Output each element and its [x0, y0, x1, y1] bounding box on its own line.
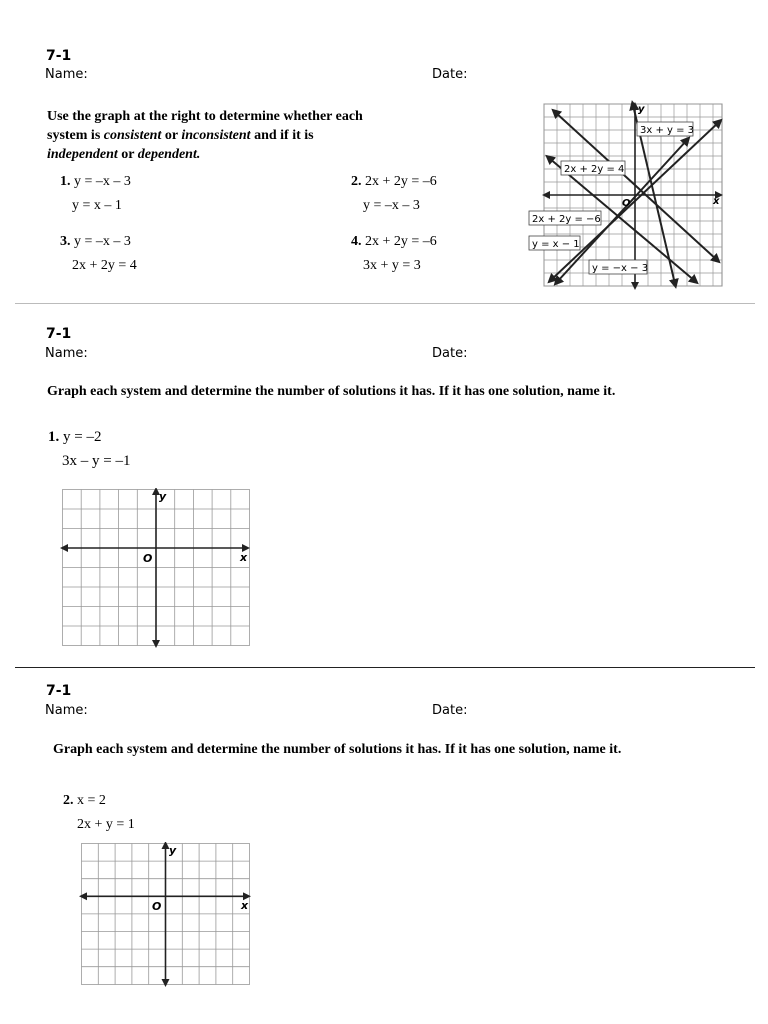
- axis-label-x: x: [241, 899, 249, 912]
- section-3-number: 7-1: [46, 683, 72, 699]
- line-label-y-eq-x-minus-1: y = x − 1: [532, 239, 580, 250]
- section-3-problem-2: [63, 789, 135, 837]
- problem-2: [351, 170, 437, 218]
- line-label-2x-plus-2y-eq-neg-6: 2x + 2y = −6: [532, 214, 601, 225]
- instr-italic-inconsistent: inconsistent: [181, 128, 251, 143]
- reference-graph: [527, 100, 727, 290]
- answer-graph-2[interactable]: [79, 842, 252, 987]
- section-1-instructions: [47, 107, 447, 164]
- section-3-date-label: Date:: [432, 703, 468, 718]
- equation: y = –x – 3: [74, 174, 131, 189]
- section-2-instructions: Graph each system and determine the number of solutions it has. If it has one solution, name it.: [47, 384, 616, 399]
- problem-number: 2.: [351, 174, 362, 189]
- instructions-line-1: Use the graph at the right to determine whether each: [47, 109, 363, 124]
- section-1-name-label: Name:: [45, 67, 88, 82]
- axis-label-y: y: [169, 844, 177, 857]
- instr-italic-consistent: consistent: [103, 128, 162, 143]
- instr-text: system is: [47, 128, 104, 143]
- instr-italic-dependent: dependent.: [137, 147, 201, 162]
- equation: 3x – y = –1: [62, 453, 131, 469]
- section-2-date-label: Date:: [432, 346, 468, 361]
- axis-label-x: x: [713, 196, 720, 207]
- instructions-line-2: [47, 126, 447, 145]
- section-divider: [15, 303, 755, 304]
- equation: y = –x – 3: [74, 234, 131, 249]
- section-divider: [15, 667, 755, 668]
- equation: y = x – 1: [72, 198, 122, 213]
- problem-number: 2.: [63, 793, 74, 808]
- instr-text: or: [117, 147, 138, 162]
- line-label-2x-plus-2y-eq-4: 2x + 2y = 4: [564, 164, 625, 175]
- equation: y = –2: [63, 429, 102, 445]
- equation: 2x + 2y = 4: [72, 258, 137, 273]
- problem-1: [60, 170, 131, 218]
- section-1-date-label: Date:: [432, 67, 468, 82]
- equation: x = 2: [77, 793, 106, 808]
- problem-number: 4.: [351, 234, 362, 249]
- problem-number: 3.: [60, 234, 71, 249]
- problem-number: 1.: [48, 429, 60, 445]
- equation: 2x + 2y = –6: [365, 234, 437, 249]
- equation: 3x + y = 3: [363, 258, 421, 273]
- origin-label: O: [143, 552, 153, 565]
- section-2-number: 7-1: [46, 326, 72, 342]
- equation: y = –x – 3: [363, 198, 420, 213]
- section-2-name-label: Name:: [45, 346, 88, 361]
- section-3-name-label: Name:: [45, 703, 88, 718]
- equation: 2x + 2y = –6: [365, 174, 437, 189]
- line-label-y-eq-neg-x-minus-3: y = −x − 3: [592, 263, 649, 274]
- section-2-problem-1: [48, 425, 130, 473]
- origin-label: O: [152, 900, 162, 913]
- section-1-number: 7-1: [46, 48, 72, 64]
- origin-label: O: [622, 198, 631, 209]
- problem-number: 1.: [60, 174, 71, 189]
- instr-italic-independent: independent: [47, 147, 118, 162]
- instr-text: or: [161, 128, 182, 143]
- line-label-3x-plus-y-eq-3: 3x + y = 3: [640, 125, 695, 136]
- answer-graph-1[interactable]: [60, 488, 252, 648]
- axis-label-x: x: [240, 551, 248, 564]
- problem-4: [351, 230, 437, 278]
- section-3-instructions: Graph each system and determine the number of solutions it has. If it has one solution, name it.: [53, 742, 622, 757]
- instr-text: and if it is: [250, 128, 314, 143]
- axis-label-y: y: [638, 104, 645, 115]
- equation: 2x + y = 1: [77, 817, 135, 832]
- instructions-line-3: [47, 145, 447, 164]
- problem-3: [60, 230, 137, 278]
- axis-label-y: y: [159, 490, 167, 503]
